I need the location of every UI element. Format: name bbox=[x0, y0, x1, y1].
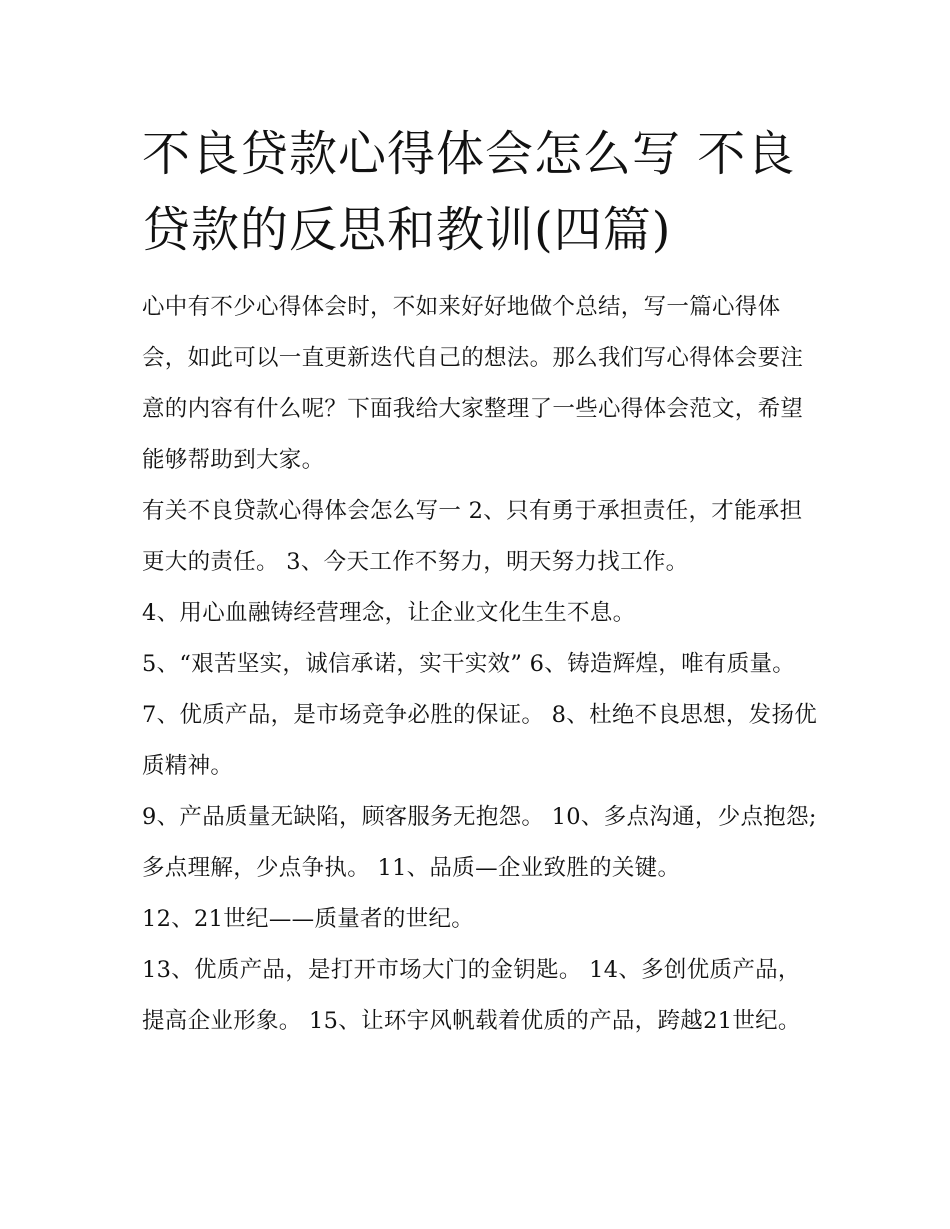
paragraph-item-9-11: 9、产品质量无缺陷，顾客服务无抱怨。 10、多点沟通，少点抱怨;多点理解，少点争执。 11、品质—企业致胜的关键。 bbox=[142, 804, 817, 881]
paragraph-item-5-8: 5、“艰苦坚实，诚信承诺，实干实效” 6、铸造辉煌，唯有质量。 7、优质产品，是市场竞争必胜的保证。 8、杜绝不良思想，发扬优质精神。 bbox=[142, 651, 818, 779]
paragraph-intro: 心中有不少心得体会时，不如来好好地做个总结，写一篇心得体会，如此可以一直更新迭代自己的想法。那么我们写心得体会要注意的内容有什么呢？下面我给大家整理了一些心得体会范文，希望能够帮助到大家。 bbox=[142, 294, 804, 473]
paragraph-item-4: 4、用心血融铸经营理念，让企业文化生生不息。 bbox=[142, 600, 636, 626]
document-page bbox=[142, 0, 822, 1229]
paragraph-item-13-15: 13、优质产品，是打开市场大门的金钥匙。 14、多创优质产品，提高企业形象。 15、让环宇风帆载着优质的产品，跨越21世纪。 bbox=[142, 957, 801, 1034]
paragraph-item-12: 12、21世纪——质量者的世纪。 bbox=[142, 906, 475, 932]
paragraph-item-1-3: 有关不良贷款心得体会怎么写一 2、只有勇于承担责任，才能承担更大的责任。 3、今天工作不努力，明天努力找工作。 bbox=[142, 498, 803, 575]
document-body bbox=[142, 282, 822, 1047]
document-title: 不良贷款心得体会怎么写 不良贷款的反思和教训(四篇) bbox=[142, 126, 796, 258]
